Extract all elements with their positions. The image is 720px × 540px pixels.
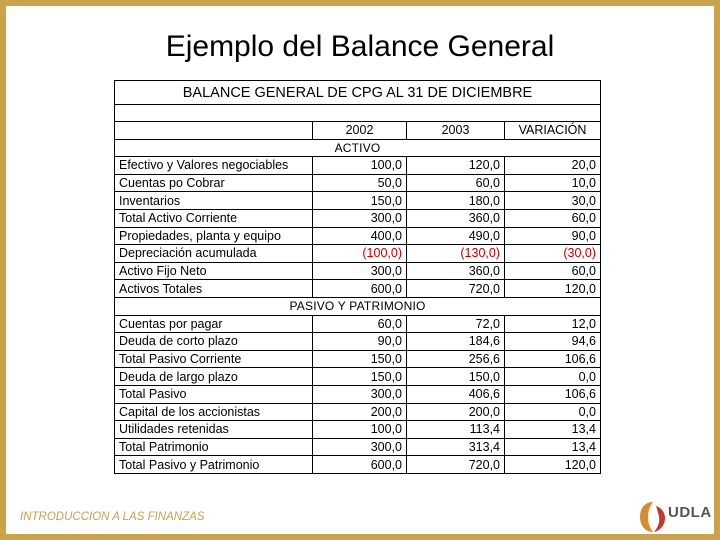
row-label: Activos Totales [115, 280, 313, 298]
value-variacion: 13,4 [505, 438, 601, 456]
row-label: Total Pasivo y Patrimonio [115, 456, 313, 474]
section-pasivo: PASIVO Y PATRIMONIO [115, 297, 601, 315]
value-variacion: 13,4 [505, 421, 601, 439]
value-2003: 360,0 [407, 262, 505, 280]
row-label: Deuda de largo plazo [115, 368, 313, 386]
value-2003: 720,0 [407, 280, 505, 298]
value-2003: 150,0 [407, 368, 505, 386]
value-2002: 150,0 [313, 192, 407, 210]
table-row [115, 280, 601, 298]
table-row [115, 385, 601, 403]
section-activo-row [115, 139, 601, 157]
value-variacion: 90,0 [505, 227, 601, 245]
value-2002: 600,0 [313, 456, 407, 474]
table-title: BALANCE GENERAL DE CPG AL 31 DE DICIEMBRE [115, 81, 601, 105]
udla-logo [638, 500, 716, 534]
value-2003: 720,0 [407, 456, 505, 474]
table-row [115, 245, 601, 263]
value-variacion: 60,0 [505, 209, 601, 227]
table-row [115, 456, 601, 474]
table-row [115, 227, 601, 245]
footer-course-name: INTRODUCCION A LAS FINANZAS [20, 511, 205, 523]
value-2002: 300,0 [313, 209, 407, 227]
value-variacion: 10,0 [505, 174, 601, 192]
header-row [115, 122, 601, 140]
value-variacion: (30,0) [505, 245, 601, 263]
row-label: Propiedades, planta y equipo [115, 227, 313, 245]
row-label: Cuentas por pagar [115, 315, 313, 333]
value-2002: 100,0 [313, 157, 407, 175]
table-row [115, 403, 601, 421]
table-row [115, 262, 601, 280]
value-2003: 256,6 [407, 350, 505, 368]
header-variacion: VARIACIÓN [505, 122, 601, 140]
value-2002: 600,0 [313, 280, 407, 298]
value-variacion: 30,0 [505, 192, 601, 210]
value-2002: 90,0 [313, 333, 407, 351]
value-2003: (130,0) [407, 245, 505, 263]
row-label: Total Patrimonio [115, 438, 313, 456]
value-variacion: 20,0 [505, 157, 601, 175]
value-2002: (100,0) [313, 245, 407, 263]
udla-logo-icon [638, 500, 668, 534]
balance-sheet-table [114, 80, 601, 474]
value-2003: 113,4 [407, 421, 505, 439]
row-label: Efectivo y Valores negociables [115, 157, 313, 175]
row-label: Utilidades retenidas [115, 421, 313, 439]
value-2002: 50,0 [313, 174, 407, 192]
row-label: Capital de los accionistas [115, 403, 313, 421]
table-title-row [115, 81, 601, 105]
value-2002: 300,0 [313, 262, 407, 280]
header-label [115, 122, 313, 140]
table-row [115, 438, 601, 456]
value-2003: 120,0 [407, 157, 505, 175]
value-2002: 200,0 [313, 403, 407, 421]
row-label: Cuentas po Cobrar [115, 174, 313, 192]
blank-row [115, 105, 601, 122]
value-2002: 60,0 [313, 315, 407, 333]
header-2003: 2003 [407, 122, 505, 140]
section-activo: ACTIVO [115, 139, 601, 157]
table-row [115, 315, 601, 333]
value-variacion: 120,0 [505, 280, 601, 298]
row-label: Depreciación acumulada [115, 245, 313, 263]
value-2003: 406,6 [407, 385, 505, 403]
value-2003: 184,6 [407, 333, 505, 351]
value-variacion: 120,0 [505, 456, 601, 474]
value-2003: 313,4 [407, 438, 505, 456]
value-variacion: 0,0 [505, 368, 601, 386]
row-label: Inventarios [115, 192, 313, 210]
value-2002: 300,0 [313, 385, 407, 403]
table-row [115, 174, 601, 192]
value-variacion: 60,0 [505, 262, 601, 280]
value-2002: 150,0 [313, 368, 407, 386]
value-2003: 490,0 [407, 227, 505, 245]
row-label: Total Pasivo [115, 385, 313, 403]
value-2002: 400,0 [313, 227, 407, 245]
slide-title: Ejemplo del Balance General [165, 30, 555, 63]
value-2002: 100,0 [313, 421, 407, 439]
row-label: Total Pasivo Corriente [115, 350, 313, 368]
table-row [115, 350, 601, 368]
table-row [115, 333, 601, 351]
value-variacion: 0,0 [505, 403, 601, 421]
row-label: Total Activo Corriente [115, 209, 313, 227]
table-row [115, 209, 601, 227]
row-label: Activo Fijo Neto [115, 262, 313, 280]
value-2003: 60,0 [407, 174, 505, 192]
value-variacion: 94,6 [505, 333, 601, 351]
value-2003: 180,0 [407, 192, 505, 210]
value-variacion: 106,6 [505, 385, 601, 403]
header-2002: 2002 [313, 122, 407, 140]
row-label: Deuda de corto plazo [115, 333, 313, 351]
table-row [115, 368, 601, 386]
value-2003: 360,0 [407, 209, 505, 227]
section-pasivo-row [115, 297, 601, 315]
table-row [115, 192, 601, 210]
value-2003: 72,0 [407, 315, 505, 333]
value-variacion: 12,0 [505, 315, 601, 333]
logo-text: UDLA [668, 504, 712, 521]
value-2003: 200,0 [407, 403, 505, 421]
table-row [115, 421, 601, 439]
value-2002: 150,0 [313, 350, 407, 368]
table-row [115, 157, 601, 175]
value-variacion: 106,6 [505, 350, 601, 368]
value-2002: 300,0 [313, 438, 407, 456]
